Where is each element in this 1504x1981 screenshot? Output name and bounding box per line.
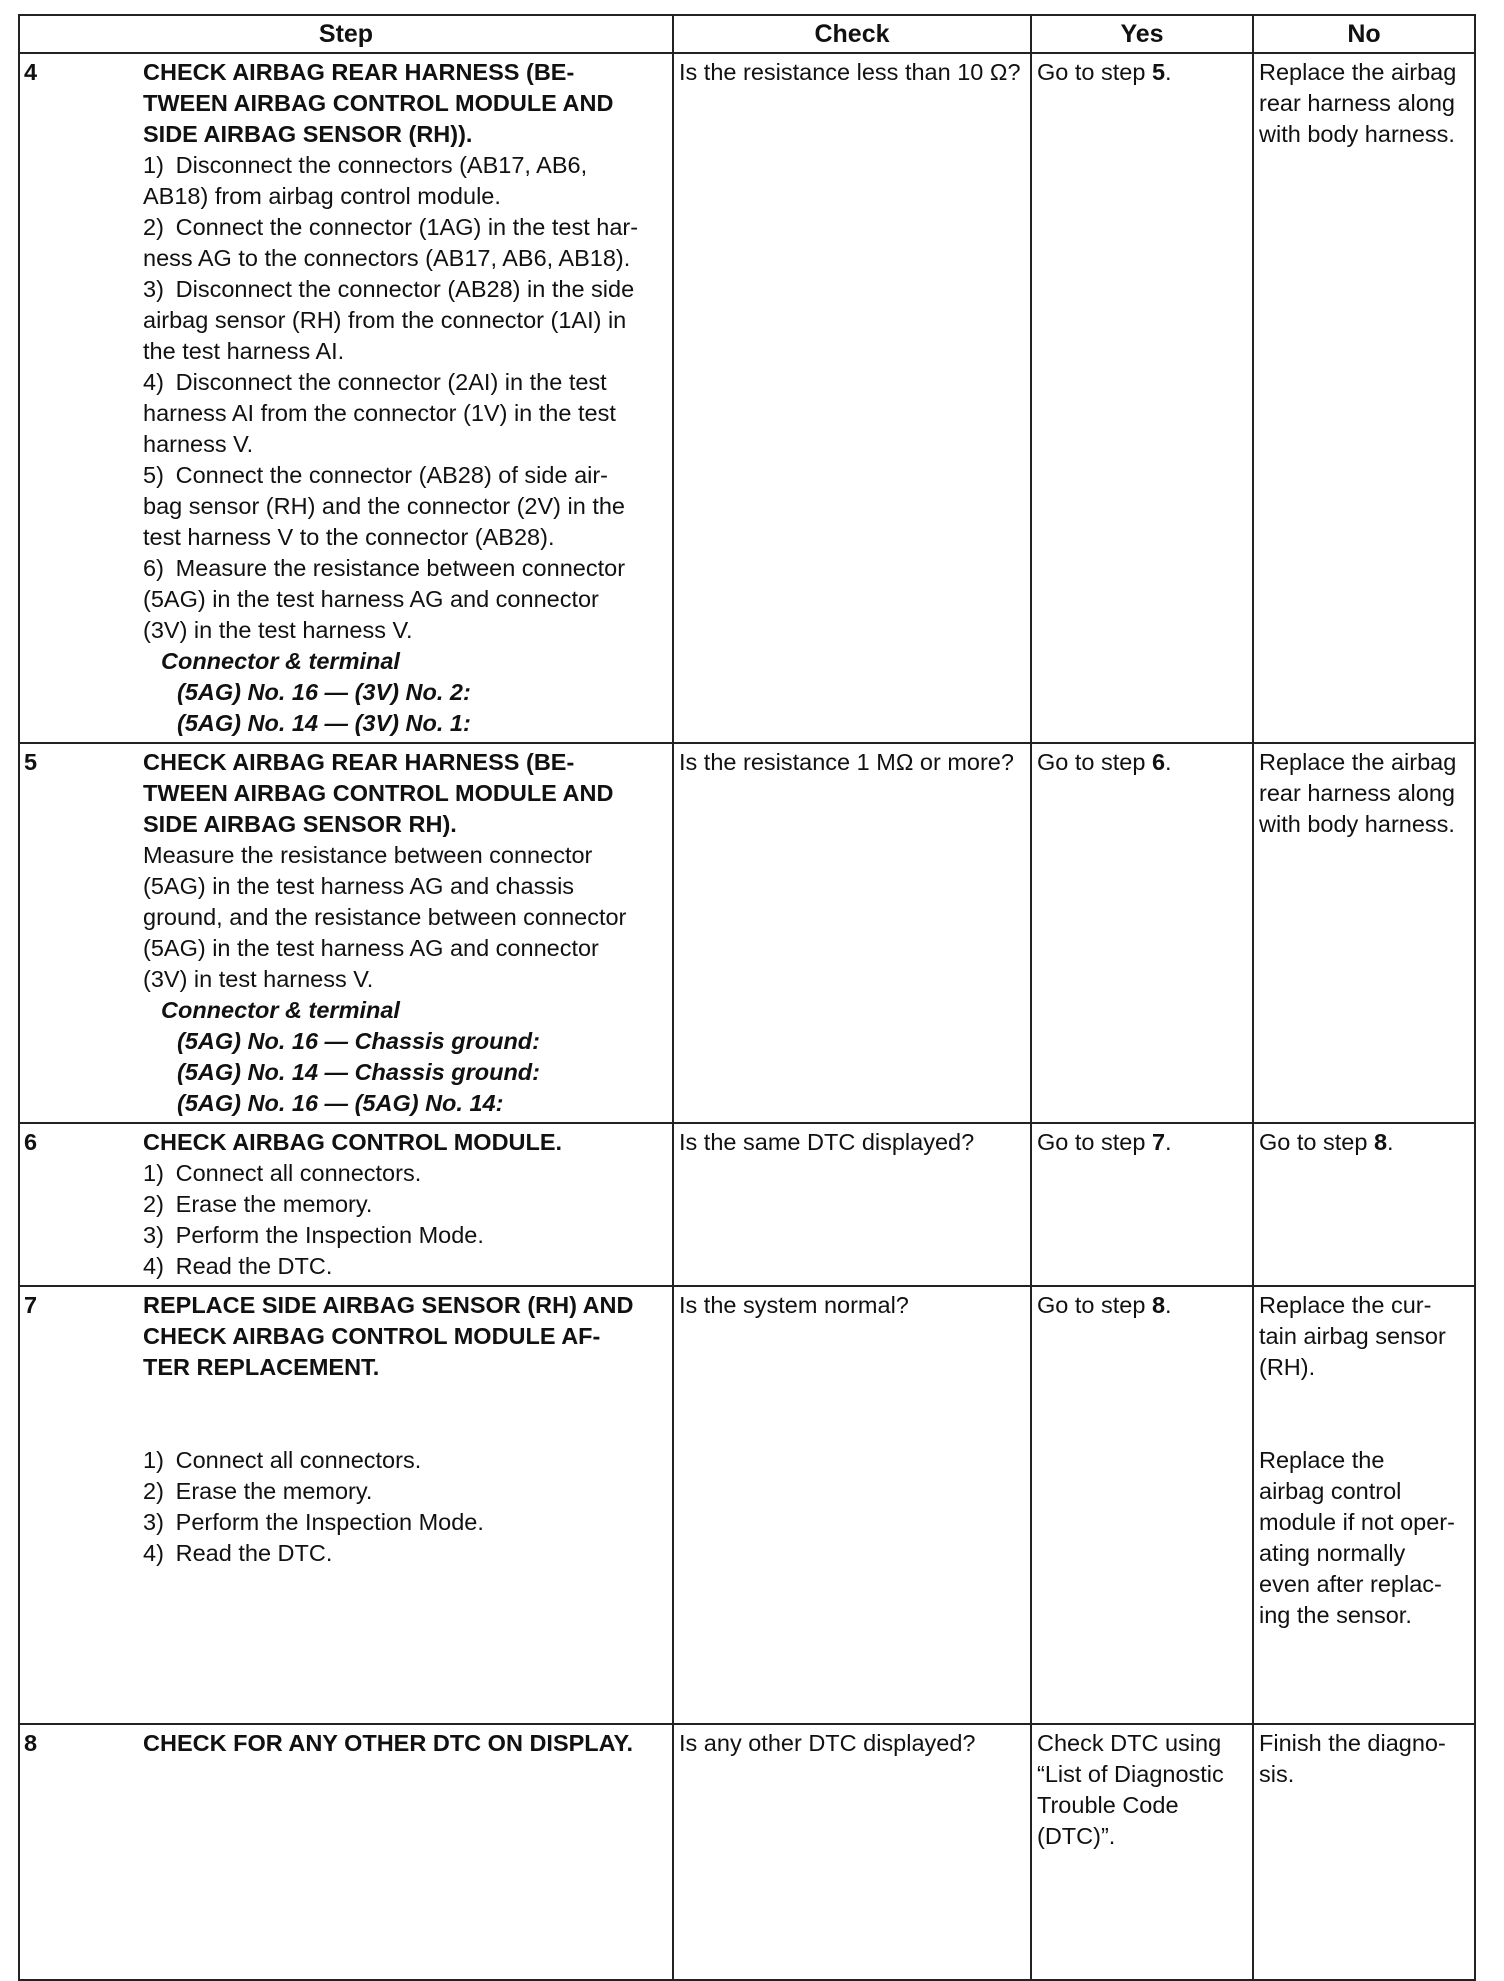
step-instruction: 4) Read the DTC.	[143, 1540, 333, 1566]
no-action: ing the sensor.	[1259, 1602, 1412, 1628]
yes-cell	[1031, 743, 1253, 1123]
step-instruction: 1) Connect all connectors.	[143, 1160, 422, 1186]
step-number: 6	[24, 1129, 38, 1155]
check-cell	[673, 1123, 1031, 1286]
step-link: 8	[1151, 1292, 1166, 1318]
step-cell	[19, 1123, 673, 1286]
no-action: airbag control	[1259, 1478, 1402, 1504]
table-row	[19, 1123, 1475, 1286]
step-instruction: 3) Perform the Inspection Mode.	[143, 1509, 484, 1535]
no-action: rear harness along	[1259, 780, 1455, 806]
no-action-suffix: .	[1387, 1129, 1394, 1155]
step-instruction: 2) Erase the memory.	[143, 1478, 373, 1504]
check-question: Is any other DTC displayed?	[679, 1730, 976, 1756]
step-link: 7	[1151, 1129, 1166, 1155]
check-question: Is the resistance less than 10 Ω?	[679, 59, 1021, 85]
step-instruction: bag sensor (RH) and the connector (2V) in the	[143, 493, 626, 519]
step-instruction: AB18) from airbag control module.	[143, 183, 501, 209]
yes-action-suffix: .	[1165, 749, 1172, 775]
no-cell	[1253, 1286, 1475, 1724]
spacer	[143, 1383, 666, 1445]
step-instruction: 2) Connect the connector (1AG) in the test har-	[143, 214, 639, 240]
step-title: CHECK AIRBAG REAR HARNESS (BE-	[143, 59, 575, 85]
step-cell	[19, 53, 673, 743]
step-title: TWEEN AIRBAG CONTROL MODULE AND	[143, 90, 614, 116]
diagnostic-table	[18, 14, 1476, 1981]
step-instruction: harness AI from the connector (1V) in the test	[143, 400, 616, 426]
step-cell	[19, 743, 673, 1123]
table-row	[19, 743, 1475, 1123]
step-instruction: the test harness AI.	[143, 338, 345, 364]
no-cell	[1253, 743, 1475, 1123]
step-number: 7	[24, 1292, 38, 1318]
no-action: Replace the cur-	[1259, 1292, 1432, 1318]
step-instruction: (5AG) in the test harness AG and connector	[143, 586, 599, 612]
step-cell	[19, 1286, 673, 1724]
step-number: 4	[24, 59, 38, 85]
step-instruction: 2) Erase the memory.	[143, 1191, 373, 1217]
step-instruction: (5AG) in the test harness AG and connector	[143, 935, 599, 961]
no-action: Replace the	[1259, 1447, 1385, 1473]
table-row	[19, 1286, 1475, 1724]
header-check: Check	[673, 15, 1031, 53]
no-action: with body harness.	[1259, 121, 1455, 147]
terminal-spec: (5AG) No. 16 — (5AG) No. 14:	[177, 1090, 504, 1116]
check-question: Is the system normal?	[679, 1292, 909, 1318]
terminal-spec: (5AG) No. 14 — (3V) No. 1:	[177, 710, 471, 736]
step-instruction: harness V.	[143, 431, 254, 457]
yes-cell	[1031, 53, 1253, 743]
no-cell	[1253, 53, 1475, 743]
connector-heading: Connector & terminal	[161, 648, 400, 674]
step-instruction: ground, and the resistance between connector	[143, 904, 627, 930]
table-row	[19, 53, 1475, 743]
step-instruction: 1) Connect all connectors.	[143, 1447, 422, 1473]
header-no: No	[1253, 15, 1475, 53]
step-instruction: 4) Disconnect the connector (2AI) in the test	[143, 369, 607, 395]
yes-action-text: Go to step	[1037, 749, 1152, 775]
yes-action	[1032, 1124, 1252, 1161]
yes-action: (DTC)”.	[1037, 1823, 1116, 1849]
step-instruction: (3V) in test harness V.	[143, 966, 374, 992]
step-link: 8	[1373, 1129, 1388, 1155]
step-title: CHECK FOR ANY OTHER DTC ON DISPLAY.	[143, 1730, 634, 1756]
terminal-spec: (5AG) No. 14 — Chassis ground:	[177, 1059, 540, 1085]
step-cell	[19, 1724, 673, 1980]
no-action	[1254, 1124, 1474, 1161]
no-action: even after replac-	[1259, 1571, 1442, 1597]
yes-action	[1032, 54, 1252, 91]
step-instruction: airbag sensor (RH) from the connector (1AI) in	[143, 307, 627, 333]
check-question: Is the same DTC displayed?	[679, 1129, 975, 1155]
no-action-text: Go to step	[1259, 1129, 1374, 1155]
check-cell	[673, 53, 1031, 743]
step-title: REPLACE SIDE AIRBAG SENSOR (RH) AND	[143, 1292, 634, 1318]
step-number: 8	[24, 1730, 38, 1756]
step-instruction: 6) Measure the resistance between connector	[143, 555, 626, 581]
no-action: sis.	[1259, 1761, 1295, 1787]
step-number: 5	[24, 749, 38, 775]
no-cell	[1253, 1724, 1475, 1980]
no-action: Replace the airbag	[1259, 59, 1457, 85]
step-title: SIDE AIRBAG SENSOR RH).	[143, 811, 457, 837]
step-title: SIDE AIRBAG SENSOR (RH)).	[143, 121, 473, 147]
step-link: 6	[1151, 749, 1166, 775]
step-instruction: (3V) in the test harness V.	[143, 617, 413, 643]
yes-cell	[1031, 1123, 1253, 1286]
yes-action: Trouble Code	[1037, 1792, 1179, 1818]
no-action: (RH).	[1259, 1354, 1316, 1380]
step-link: 5	[1151, 59, 1166, 85]
yes-action-text: Go to step	[1037, 1129, 1152, 1155]
step-instruction: (5AG) in the test harness AG and chassis	[143, 873, 575, 899]
step-instruction: test harness V to the connector (AB28).	[143, 524, 555, 550]
step-instruction: ness AG to the connectors (AB17, AB6, AB18).	[143, 245, 631, 271]
step-title: TER REPLACEMENT.	[143, 1354, 380, 1380]
yes-action-text: Go to step	[1037, 1292, 1152, 1318]
check-cell	[673, 1286, 1031, 1724]
yes-action-suffix: .	[1165, 1129, 1172, 1155]
step-instruction: 1) Disconnect the connectors (AB17, AB6,	[143, 152, 588, 178]
yes-cell	[1031, 1724, 1253, 1980]
yes-action-text: Go to step	[1037, 59, 1152, 85]
step-instruction: 4) Read the DTC.	[143, 1253, 333, 1279]
header-step: Step	[19, 15, 673, 53]
step-title: TWEEN AIRBAG CONTROL MODULE AND	[143, 780, 614, 806]
no-action: with body harness.	[1259, 811, 1455, 837]
no-cell	[1253, 1123, 1475, 1286]
check-question: Is the resistance 1 MΩ or more?	[679, 749, 1014, 775]
table-row	[19, 1724, 1475, 1980]
no-action: rear harness along	[1259, 90, 1455, 116]
no-action: ating normally	[1259, 1540, 1406, 1566]
no-action: Replace the airbag	[1259, 749, 1457, 775]
step-instruction: Measure the resistance between connector	[143, 842, 593, 868]
yes-action	[1032, 1287, 1252, 1324]
yes-action-suffix: .	[1165, 1292, 1172, 1318]
step-instruction: 3) Perform the Inspection Mode.	[143, 1222, 484, 1248]
check-cell	[673, 1724, 1031, 1980]
yes-action: “List of Diagnostic	[1037, 1761, 1224, 1787]
step-title: CHECK AIRBAG CONTROL MODULE AF-	[143, 1323, 601, 1349]
step-instruction: 5) Connect the connector (AB28) of side air-	[143, 462, 609, 488]
no-action: Finish the diagno-	[1259, 1730, 1446, 1756]
check-cell	[673, 743, 1031, 1123]
yes-action-suffix: .	[1165, 59, 1172, 85]
step-instruction: 3) Disconnect the connector (AB28) in the side	[143, 276, 635, 302]
no-action: tain airbag sensor	[1259, 1323, 1446, 1349]
yes-cell	[1031, 1286, 1253, 1724]
header-yes: Yes	[1031, 15, 1253, 53]
yes-action	[1032, 744, 1252, 781]
no-action: module if not oper-	[1259, 1509, 1455, 1535]
step-title: CHECK AIRBAG CONTROL MODULE.	[143, 1129, 563, 1155]
yes-action: Check DTC using	[1037, 1730, 1222, 1756]
terminal-spec: (5AG) No. 16 — Chassis ground:	[177, 1028, 540, 1054]
spacer	[1259, 1383, 1469, 1445]
header-row	[19, 15, 1475, 53]
connector-heading: Connector & terminal	[161, 997, 400, 1023]
step-title: CHECK AIRBAG REAR HARNESS (BE-	[143, 749, 575, 775]
terminal-spec: (5AG) No. 16 — (3V) No. 2:	[177, 679, 471, 705]
